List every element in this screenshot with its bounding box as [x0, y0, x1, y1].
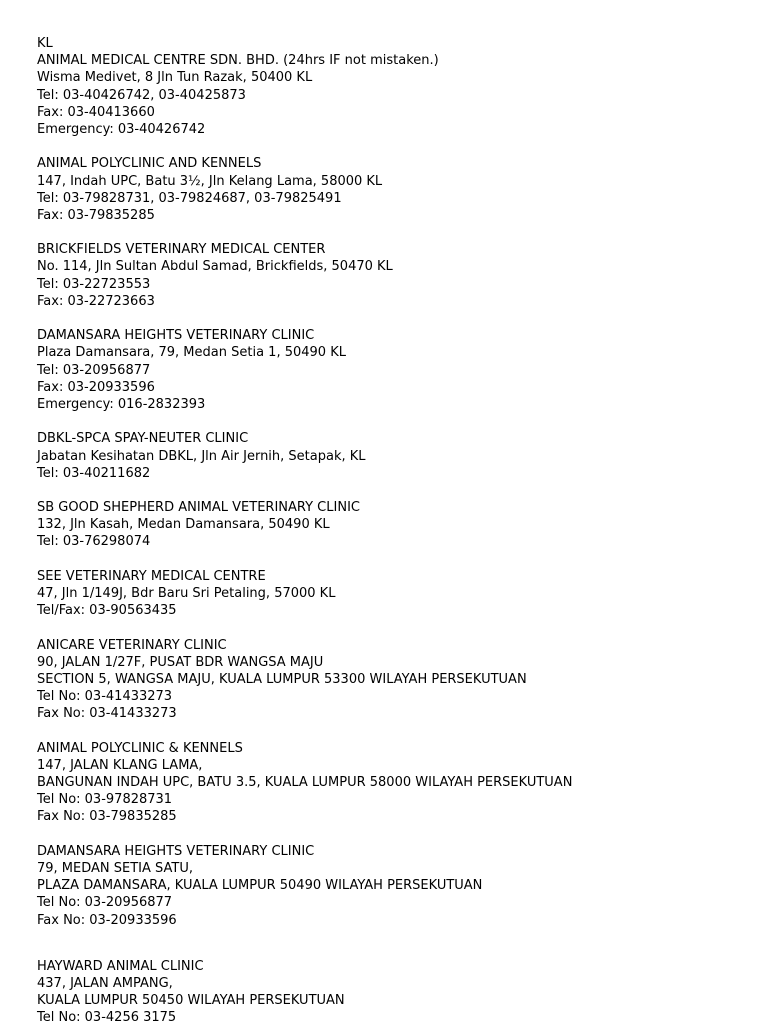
clinic-detail-line: Tel: 03-40426742, 03-40425873	[37, 87, 246, 103]
clinic-name: ANIMAL MEDICAL CENTRE SDN. BHD. (24hrs IF not mistaken.)	[37, 53, 439, 69]
clinic-entry	[37, 499, 757, 551]
region-heading: KL	[37, 36, 53, 51]
entry-separator	[37, 413, 757, 430]
entry-separator	[37, 826, 757, 843]
clinic-detail-line: Tel: 03-79828731, 03-79824687, 03-79825491	[37, 190, 342, 206]
clinic-detail-line: 47, Jln 1/149J, Bdr Baru Sri Petaling, 57000 KL	[37, 586, 336, 601]
clinic-entry	[37, 327, 757, 413]
clinic-entry	[37, 155, 757, 224]
clinic-detail-line: No. 114, Jln Sultan Abdul Samad, Brickfields, 50470 KL	[37, 259, 393, 275]
clinic-name: SB GOOD SHEPHERD ANIMAL VETERINARY CLINIC	[37, 500, 360, 516]
clinic-detail-line: Wisma Medivet, 8 Jln Tun Razak, 50400 KL	[37, 70, 313, 86]
clinic-entry	[37, 241, 757, 310]
clinic-detail-line: PLAZA DAMANSARA, KUALA LUMPUR 50490 WILAYAH PERSEKUTUAN	[37, 878, 483, 894]
entry-separator	[37, 482, 757, 499]
entry-separator	[37, 723, 757, 740]
clinic-detail-line: Jabatan Kesihatan DBKL, Jln Air Jernih, Setapak, KL	[37, 448, 366, 464]
clinic-detail-line: 437, JALAN AMPANG,	[37, 975, 173, 991]
document-body	[37, 35, 757, 1027]
clinic-detail-line: Fax: 03-20933596	[37, 379, 155, 395]
clinic-entry	[37, 52, 757, 138]
clinic-entry	[37, 740, 757, 826]
clinic-detail-line: Fax No: 03-41433273	[37, 706, 177, 722]
clinic-detail-line: Tel: 03-20956877	[37, 362, 151, 378]
clinic-detail-line: Tel No: 03-4256 3175	[37, 1010, 177, 1026]
entry-separator	[37, 551, 757, 568]
clinic-detail-line: Fax: 03-40413660	[37, 104, 155, 120]
clinic-detail-line: Tel No: 03-41433273	[37, 689, 173, 705]
clinic-detail-line: Fax No: 03-79835285	[37, 809, 177, 825]
entry-separator	[37, 310, 757, 327]
clinic-name: ANIMAL POLYCLINIC AND KENNELS	[37, 156, 262, 172]
clinic-name: ANICARE VETERINARY CLINIC	[37, 637, 227, 653]
clinic-detail-line: BANGUNAN INDAH UPC, BATU 3.5, KUALA LUMPUR 58000 WILAYAH PERSEKUTUAN	[37, 775, 573, 791]
clinic-name: BRICKFIELDS VETERINARY MEDICAL CENTER	[37, 242, 326, 258]
clinic-entry	[37, 637, 757, 723]
clinic-name: HAYWARD ANIMAL CLINIC	[37, 958, 204, 974]
clinic-name: ANIMAL POLYCLINIC & KENNELS	[37, 740, 243, 756]
clinic-name: DBKL-SPCA SPAY-NEUTER CLINIC	[37, 431, 249, 447]
clinic-detail-line: Tel/Fax: 03-90563435	[37, 603, 177, 619]
clinic-detail-line: Tel No: 03-97828731	[37, 792, 173, 808]
clinic-entry	[37, 843, 757, 929]
clinic-detail-line: 90, JALAN 1/27F, PUSAT BDR WANGSA MAJU	[37, 654, 324, 670]
clinic-detail-line: Fax No: 03-20933596	[37, 912, 177, 928]
clinic-detail-line: Tel No: 03-20956877	[37, 895, 173, 911]
clinic-detail-line: 147, JALAN KLANG LAMA,	[37, 757, 203, 773]
clinic-name: SEE VETERINARY MEDICAL CENTRE	[37, 568, 266, 584]
entry-separator	[37, 619, 757, 636]
clinic-detail-line: Tel: 03-76298074	[37, 534, 151, 550]
clinic-detail-line: 147, Indah UPC, Batu 3½, Jln Kelang Lama, 58000 KL	[37, 173, 383, 189]
clinic-detail-line: Tel: 03-22723553	[37, 276, 151, 292]
clinic-detail-line: 79, MEDAN SETIA SATU,	[37, 861, 193, 876]
clinic-name: DAMANSARA HEIGHTS VETERINARY CLINIC	[37, 328, 315, 344]
clinic-detail-line: Fax: 03-22723663	[37, 293, 155, 309]
clinic-detail-line: 132, Jln Kasah, Medan Damansara, 50490 KL	[37, 517, 330, 533]
clinic-entry	[37, 958, 757, 1027]
entry-separator	[37, 224, 757, 241]
clinic-list	[37, 52, 757, 1026]
clinic-detail-line: Tel: 03-40211682	[37, 465, 151, 481]
entry-separator	[37, 138, 757, 155]
clinic-detail-line: Fax: 03-79835285	[37, 207, 155, 223]
entry-separator	[37, 929, 757, 958]
clinic-detail-line: Emergency: 016-2832393	[37, 396, 206, 412]
clinic-detail-line: SECTION 5, WANGSA MAJU, KUALA LUMPUR 53300 WILAYAH PERSEKUTUAN	[37, 671, 527, 687]
clinic-detail-line: Emergency: 03-40426742	[37, 121, 206, 137]
clinic-detail-line: KUALA LUMPUR 50450 WILAYAH PERSEKUTUAN	[37, 993, 345, 1009]
clinic-name: DAMANSARA HEIGHTS VETERINARY CLINIC	[37, 843, 315, 859]
clinic-entry	[37, 430, 757, 482]
clinic-entry	[37, 568, 757, 620]
clinic-detail-line: Plaza Damansara, 79, Medan Setia 1, 50490 KL	[37, 345, 346, 361]
